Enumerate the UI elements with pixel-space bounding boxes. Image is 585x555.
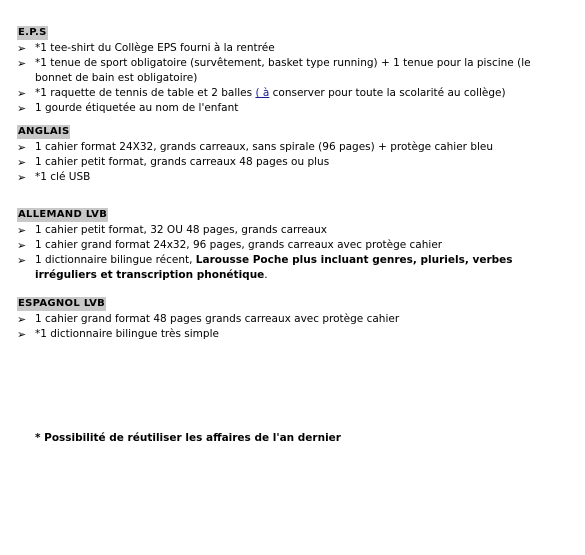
item-text: *1 tenue de sport obligatoire (survêtement, basket type running) + 1 tenue pour la piscine (le bonnet de bain est obligatoire) [35, 57, 531, 84]
item-text: 1 cahier petit format, 32 OU 48 pages, grands carreaux [35, 224, 328, 236]
list-item [17, 101, 565, 116]
arrowhead-bullet-icon: ➢ [17, 57, 27, 70]
list-item [17, 155, 565, 170]
arrowhead-bullet-icon: ➢ [17, 239, 27, 252]
list-item [17, 253, 565, 283]
section-anglais [17, 124, 565, 185]
item-link-text[interactable]: ( à [255, 87, 270, 99]
item-list [17, 312, 565, 342]
list-item [17, 170, 565, 185]
item-text: 1 gourde étiquetée au nom de l'enfant [35, 102, 239, 114]
item-text: *1 raquette de tennis de table et 2 balles [35, 87, 256, 99]
item-bold-text: Larousse Poche plus incluant genres, pluriels, verbes irréguliers et transcription phonétique [35, 254, 513, 281]
arrowhead-bullet-icon: ➢ [17, 42, 27, 55]
arrowhead-bullet-icon: ➢ [17, 141, 27, 154]
footnote: * Possibilité de réutiliser les affaires de l'an dernier [35, 432, 341, 444]
list-item [17, 312, 565, 327]
item-list [17, 223, 565, 283]
list-item [17, 56, 565, 86]
item-text: *1 clé USB [35, 171, 91, 183]
item-text: 1 dictionnaire bilingue récent, [35, 254, 196, 266]
arrowhead-bullet-icon: ➢ [17, 313, 27, 326]
section-heading: E.P.S [18, 27, 47, 38]
item-list [17, 41, 565, 116]
section-espagnol-lvb [17, 296, 565, 342]
list-item [17, 327, 565, 342]
arrowhead-bullet-icon: ➢ [17, 254, 27, 267]
section-heading: ESPAGNOL LVB [18, 298, 106, 309]
item-text: 1 cahier format 24X32, grands carreaux, sans spirale (96 pages) + protège cahier bleu [35, 141, 494, 153]
list-item [17, 223, 565, 238]
list-item [17, 86, 565, 101]
arrowhead-bullet-icon: ➢ [17, 328, 27, 341]
item-text: conserver pour toute la scolarité au collège) [269, 87, 506, 99]
section-allemand-lvb [17, 207, 565, 283]
list-item [17, 140, 565, 155]
item-list [17, 140, 565, 185]
section-eps [17, 25, 565, 116]
arrowhead-bullet-icon: ➢ [17, 156, 27, 169]
item-text: *1 tee-shirt du Collège EPS fourni à la rentrée [35, 42, 275, 54]
item-text: *1 dictionnaire bilingue très simple [35, 328, 219, 340]
list-item [17, 41, 565, 56]
item-text: 1 cahier grand format 24x32, 96 pages, grands carreaux avec protège cahier [35, 239, 443, 251]
section-heading: ANGLAIS [18, 126, 70, 137]
item-text: 1 cahier petit format, grands carreaux 48 pages ou plus [35, 156, 330, 168]
section-heading: ALLEMAND LVB [18, 209, 108, 220]
arrowhead-bullet-icon: ➢ [17, 102, 27, 115]
arrowhead-bullet-icon: ➢ [17, 224, 27, 237]
arrowhead-bullet-icon: ➢ [17, 171, 27, 184]
item-text: . [264, 269, 268, 281]
arrowhead-bullet-icon: ➢ [17, 87, 27, 100]
list-item [17, 238, 565, 253]
item-text: 1 cahier grand format 48 pages grands carreaux avec protège cahier [35, 313, 400, 325]
